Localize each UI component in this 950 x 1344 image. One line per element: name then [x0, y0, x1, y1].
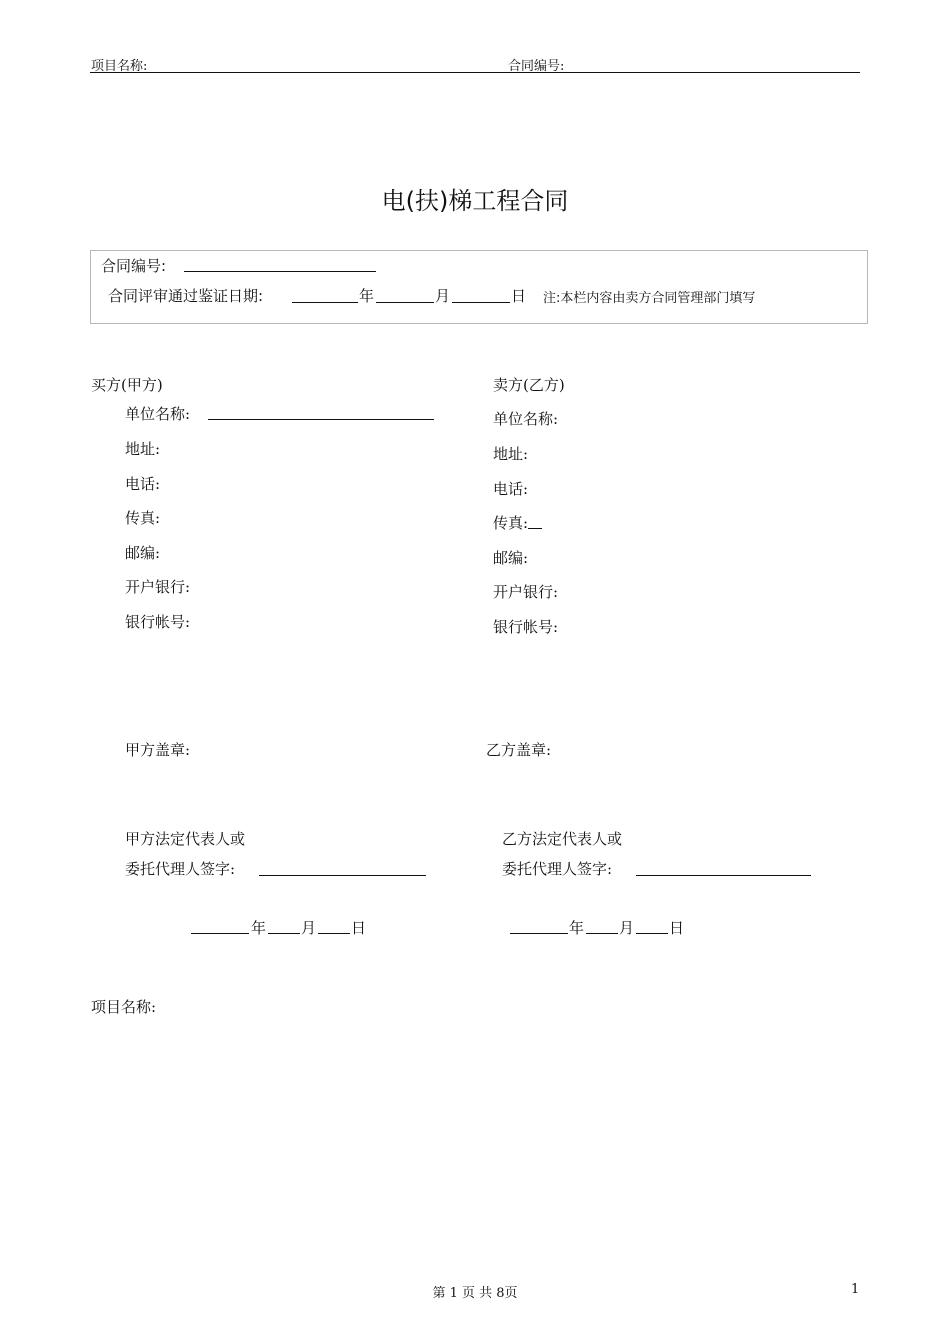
- seller-date-month-blank[interactable]: [586, 933, 618, 934]
- bottom-project-label: 项目名称:: [91, 998, 157, 1016]
- seller-field-phone: 电话:: [493, 480, 529, 498]
- seller-fax-blank[interactable]: [528, 528, 542, 529]
- buyer-field-postcode: 邮编:: [125, 544, 161, 562]
- seller-field-postcode: 邮编:: [493, 549, 529, 567]
- info-year-unit: 年: [359, 287, 375, 305]
- buyer-company-name-blank[interactable]: [208, 419, 434, 420]
- seller-date-month-unit: 月: [619, 919, 635, 937]
- buyer-signature-blank[interactable]: [259, 875, 426, 876]
- buyer-date-day-unit: 日: [351, 919, 367, 937]
- seller-signature-line1: 乙方法定代表人或: [502, 830, 623, 848]
- buyer-signature-line1: 甲方法定代表人或: [125, 830, 246, 848]
- buyer-field-account: 银行帐号:: [125, 613, 191, 631]
- info-contract-no-blank[interactable]: [184, 271, 376, 272]
- header-rule: [90, 72, 860, 73]
- buyer-date-year-unit: 年: [251, 919, 267, 937]
- seller-signature-line2: 委托代理人签字:: [502, 860, 613, 878]
- buyer-field-company-name: 单位名称:: [125, 405, 191, 423]
- seller-field-bank: 开户银行:: [493, 583, 559, 601]
- info-day-unit: 日: [511, 287, 527, 305]
- buyer-field-fax: 传真:: [125, 509, 161, 527]
- buyer-signature-line2: 委托代理人签字:: [125, 860, 236, 878]
- seller-date-year-blank[interactable]: [510, 933, 568, 934]
- buyer-seal-label: 甲方盖章:: [125, 741, 191, 759]
- seller-seal-label: 乙方盖章:: [486, 741, 552, 759]
- info-note: 注:本栏内容由卖方合同管理部门填写: [543, 291, 756, 306]
- info-month-unit: 月: [435, 287, 451, 305]
- buyer-field-bank: 开户银行:: [125, 578, 191, 596]
- footer-page-text: 第 1 页 共 8页: [432, 1286, 518, 1301]
- seller-date-day-blank[interactable]: [636, 933, 668, 934]
- page-title: 电(扶)梯工程合同: [381, 187, 569, 215]
- buyer-date-month-blank[interactable]: [268, 933, 300, 934]
- buyer-field-phone: 电话:: [125, 475, 161, 493]
- info-month-blank[interactable]: [376, 302, 434, 303]
- seller-heading: 卖方(乙方): [493, 376, 565, 394]
- buyer-date-year-blank[interactable]: [191, 933, 249, 934]
- seller-date-year-unit: 年: [569, 919, 585, 937]
- seller-field-address: 地址:: [493, 445, 529, 463]
- buyer-date-day-blank[interactable]: [318, 933, 350, 934]
- info-day-blank[interactable]: [452, 302, 510, 303]
- footer-page-number: 1: [851, 1282, 860, 1297]
- buyer-date-month-unit: 月: [301, 919, 317, 937]
- header-project-label: 项目名称:: [91, 59, 148, 74]
- info-review-date-label: 合同评审通过鉴证日期:: [108, 287, 264, 305]
- seller-signature-blank[interactable]: [636, 875, 811, 876]
- seller-field-fax: 传真:: [493, 514, 529, 532]
- buyer-heading: 买方(甲方): [91, 376, 163, 394]
- buyer-field-address: 地址:: [125, 440, 161, 458]
- info-year-blank[interactable]: [292, 302, 358, 303]
- info-contract-no-label: 合同编号:: [101, 257, 167, 275]
- seller-date-day-unit: 日: [669, 919, 685, 937]
- header-contract-no-label: 合同编号:: [508, 59, 565, 74]
- seller-field-company-name: 单位名称:: [493, 410, 559, 428]
- seller-field-account: 银行帐号:: [493, 618, 559, 636]
